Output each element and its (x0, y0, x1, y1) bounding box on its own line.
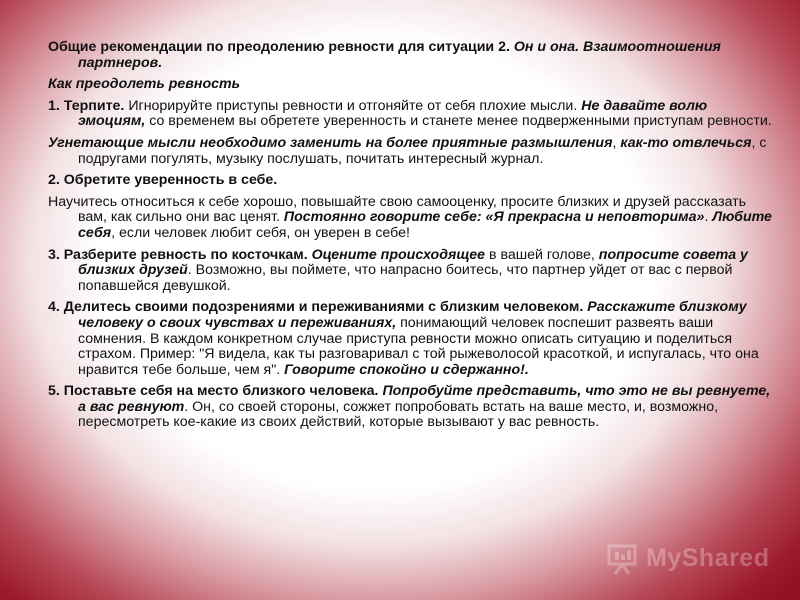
text-run: , с подругами погулять, музыку послушать, почитать интересный журнал. (78, 134, 767, 167)
text-run: Научитесь относиться к себе хорошо, повышайте свою самооценку, просите близких и друзей рассказать вам, как сильно они вас ценят. (48, 193, 747, 226)
paragraph (48, 384, 773, 431)
text-run: в вашей голове, (485, 246, 599, 263)
text-run: Постоянно говорите себе: «Я прекрасна и неповторима» (283, 209, 705, 226)
text-run: . Он, со своей стороны, сожжет попробовать встать на ваше место, и, возможно, пересмотреть кое-какие из своих действий, которые вызывают у вас ревность. (78, 398, 719, 431)
presentation-board-icon (606, 542, 640, 576)
paragraph (48, 136, 773, 167)
watermark-text: MyShared (646, 544, 770, 572)
paragraph (48, 99, 773, 130)
text-run: Не давайте волю эмоциям, (78, 97, 708, 130)
paragraph (48, 300, 773, 378)
text-run: , если человек любит себя, он уверен в себе! (111, 224, 410, 241)
text-run: 5. Поставьте себя на место близкого человека. (48, 383, 383, 400)
text-run: Говорите спокойно и сдержанно!. (284, 361, 529, 378)
paragraph (48, 77, 773, 93)
text-run: со временем вы обретете уверенность и станете менее подверженными приступам ревности. (145, 113, 772, 130)
paragraph (48, 40, 773, 71)
text-run: Общие рекомендации по преодолению ревности для ситуации 2. (48, 39, 514, 55)
text-run: Попробуйте представить, что это не вы ревнуете, а вас ревнуют (78, 383, 771, 415)
text-run: как-то отвлечься (620, 134, 752, 151)
text-run: Любите себя (78, 209, 772, 241)
text-run: попросите совета у близких друзей (78, 246, 748, 279)
text-run: Как преодолеть ревность (48, 76, 241, 93)
text-run: Угнетающие мысли необходимо заменить на более приятные размышления (48, 134, 613, 151)
text-run: Расскажите близкому человеку о своих чувствах и переживаниях, (78, 299, 747, 331)
slide-text (48, 40, 773, 437)
text-run: 1. Терпите. (48, 97, 125, 114)
text-run: . Возможно, вы поймете, что напрасно боитесь, что партнер уйдет от вас с первой попавшейся девушкой. (78, 262, 733, 294)
watermark (606, 542, 786, 576)
text-run: Игнорируйте приступы ревности и отгоняйте от себя плохие мысли. (124, 97, 582, 114)
paragraph (48, 195, 773, 242)
text-run: , (612, 134, 621, 151)
text-run: 3. Разберите ревность по косточкам. (48, 246, 312, 263)
text-run: Оцените происходящее (311, 246, 486, 263)
paragraph (48, 248, 773, 295)
paragraph (48, 173, 773, 189)
text-run: . (704, 209, 713, 226)
text-run: понимающий человек поспешит развеять ваши сомнения. В каждом конкретном случае приступа ревности можно описать ситуацию и поделиться страхом. Пример: "Я видела, как ты разговаривал с той рыжеволосой красоткой, и испугалась, что она нравится тебе больше, чем я". (78, 314, 759, 378)
text-run: 2. Обретите уверенность в себе. (48, 172, 278, 189)
text-run: 4. Делитесь своими подозрениями и переживаниями с близким человеком. (48, 299, 588, 316)
text-run: Он и она. Взаимоотношения партнеров. (78, 39, 721, 71)
